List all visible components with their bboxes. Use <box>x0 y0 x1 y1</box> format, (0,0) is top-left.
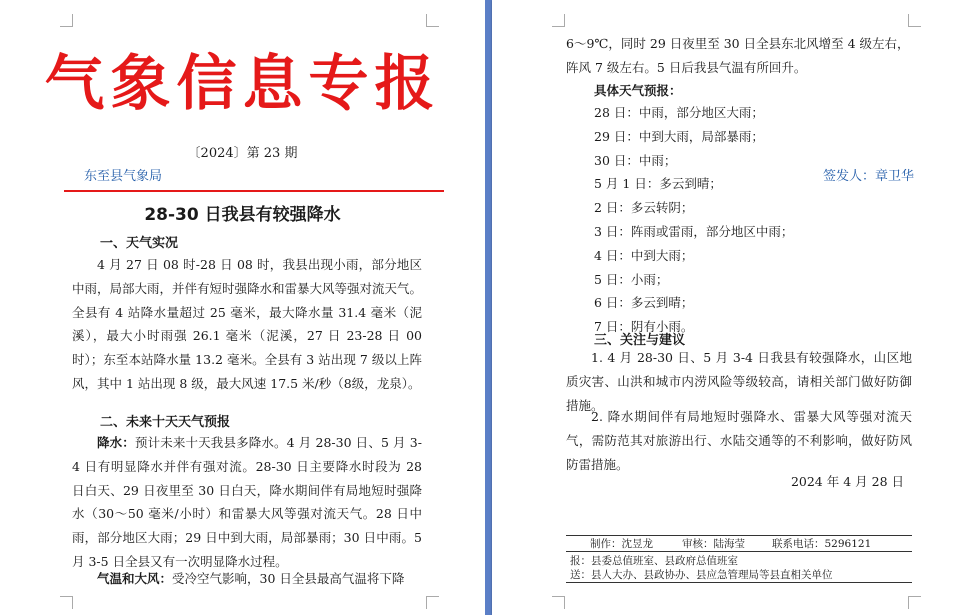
forecast-item: 6 日：多云到晴； <box>594 295 694 311</box>
forecast-item: 3 日：阵雨或雷雨，部分地区中雨； <box>594 224 794 239</box>
forecast-item: 7 日：阴有小雨。 <box>594 319 694 335</box>
section-heading-forecast: 二、未来十天天气预报 <box>100 415 231 430</box>
forecast-item: 30 日：中雨； <box>594 152 677 168</box>
suggestion-2: 2. 降水期间伴有局地短时强降水、雷暴大风等强对流天气，需防范其对旅游出行、水陆交通等的不利影响，做好防风防雷措施。 <box>566 409 912 472</box>
forecast-item: 29 日：中到大雨，局部暴雨； <box>594 128 764 144</box>
document-page-right <box>492 0 980 615</box>
footer-reviewer: 审核：陆海莹 <box>682 538 745 550</box>
footer-maker: 制作：沈昱龙 <box>590 538 653 550</box>
issue-number: 〔2024〕第 23 期 <box>187 146 298 161</box>
footer-report-to: 报：县委总值班室、县政府总值班室 <box>570 555 738 567</box>
footer-send-to: 送：县人大办、县政协办、县应急管理局等县直相关单位 <box>570 569 833 581</box>
footer-phone: 联系电话：5296121 <box>772 538 872 550</box>
crop-mark <box>908 596 921 609</box>
crop-mark <box>426 596 439 609</box>
footer-rule-middle <box>566 551 912 552</box>
specific-forecast-heading: 具体天气预报： <box>594 83 682 98</box>
temperature-wind-label: 气温和大风： <box>97 571 173 586</box>
forecast-item: 28 日：中雨，部分地区大雨； <box>594 105 764 120</box>
signer: 签发人：章卫华 <box>822 169 914 184</box>
observations-paragraph: 4 月 27 日 08 时-28 日 08 时，我县出现小雨，部分地区中雨，局部大雨，并伴有短时强降水和雷暴大风等强对流天气。全县有 4 站降水量超过 25 毫米，最大降水量 31.4 毫米（泥溪），最大小时雨强 26.1 毫米（泥溪，27 日 23-28 日 00 时）；东至本站降水量 13.2 毫米。全县有 3 站出现 7 级以上阵风，其中 1 站出现 8 级，最大风速 17.5 米/秒（8级，龙泉）。 <box>72 257 423 391</box>
section-heading-observations: 一、天气实况 <box>100 236 179 251</box>
masthead-title: 气象信息专报 <box>44 49 441 119</box>
page-separator <box>485 0 492 615</box>
crop-mark <box>552 596 565 609</box>
temperature-wind-text: 受冷空气影响，30 日全县最高气温将下降 <box>172 571 405 586</box>
crop-mark <box>426 14 439 27</box>
precipitation-text: 预计未来十天我县多降水。4 月 28-30 日、5 月 3-4 日有明显降水并伴有强对流。28-30 日主要降水时段为 28 日白天、29 日夜里至 30 日白天，降水期间伴有局地短时强降水（30～50 毫米/小时）和雷暴大风等强对流天气。28 日中雨，部分地区大雨；29 日中到大雨，局部暴雨；30 日中雨。5 月 3-5 日全县又有一次明显降水过程。 <box>72 435 422 569</box>
red-separator-line <box>64 190 444 192</box>
crop-mark <box>552 14 565 27</box>
section-heading-suggestions: 三、关注与建议 <box>594 333 686 348</box>
forecast-item: 4 日：中到大雨； <box>594 247 694 263</box>
temperature-wind-paragraph <box>72 567 422 591</box>
footer-rule-bottom <box>566 582 912 583</box>
precipitation-label: 降水： <box>97 435 135 450</box>
crop-mark <box>60 596 73 609</box>
crop-mark <box>908 14 921 27</box>
forecast-item: 2 日：多云转阴； <box>594 200 694 216</box>
document-title: 28-30 日我县有较强降水 <box>144 205 341 225</box>
forecast-item: 5 日：小雨； <box>594 271 669 287</box>
forecast-item: 5 月 1 日：多云到晴； <box>594 176 722 192</box>
issue-date: 2024 年 4 月 28 日 <box>790 474 904 489</box>
precipitation-paragraph <box>72 431 422 574</box>
issuing-department: 东至县气象局 <box>84 169 163 184</box>
crop-mark <box>60 14 73 27</box>
continued-paragraph: 6～9℃，同时 29 日夜里至 30 日全县东北风增至 4 级左右，阵风 7 级左右。5 日后我县气温有所回升。 <box>566 36 910 75</box>
suggestion-1: 1. 4 月 28-30 日、5 月 3-4 日我县有较强降水，山区地质灾害、山洪和城市内涝风险等级较高，请相关部门做好防御措施。 <box>566 350 912 413</box>
